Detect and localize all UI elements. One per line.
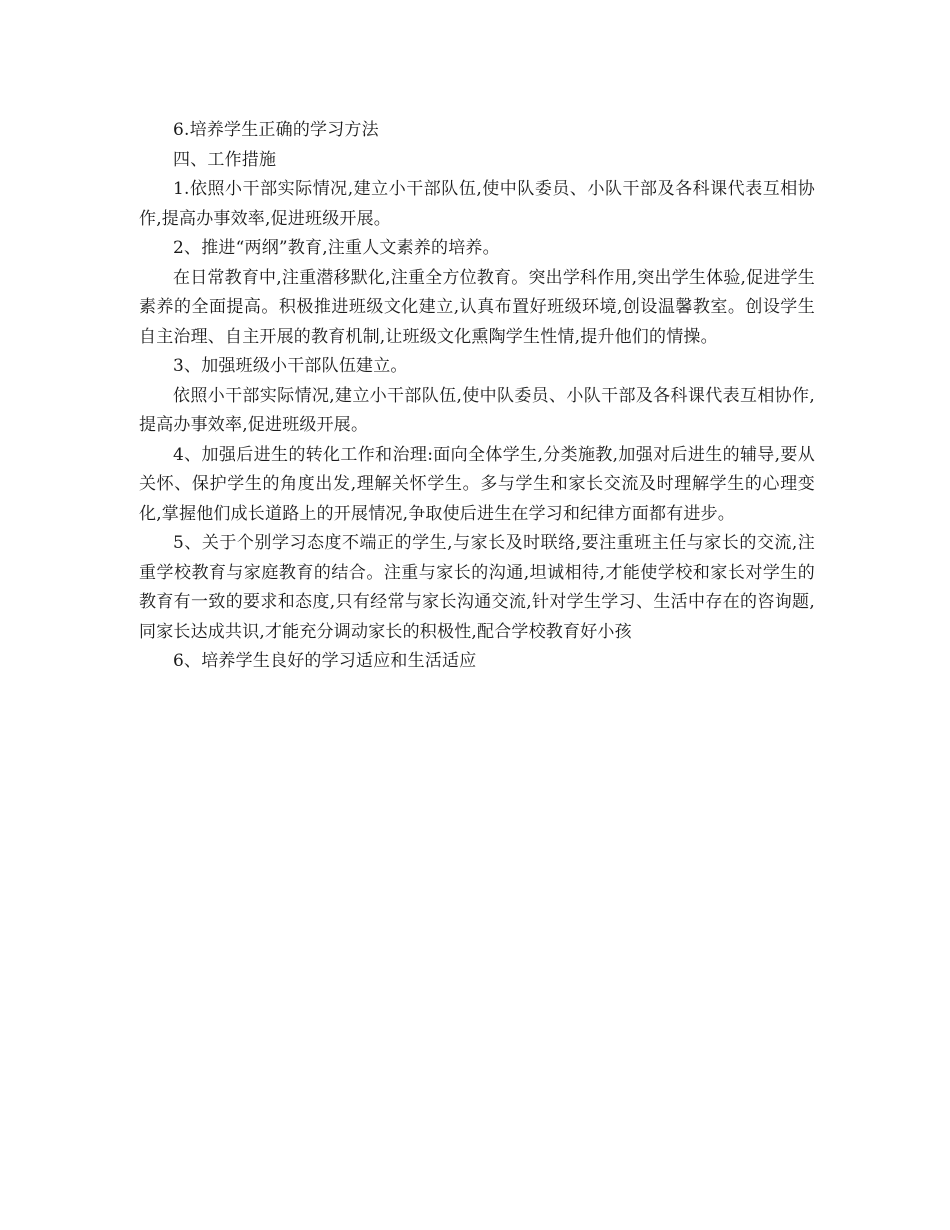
paragraph-measure-2-heading: 2、推进“两纲”教育,注重人文素养的培养。 xyxy=(173,238,500,258)
paragraph-measure-2-body: 在日常教育中,注重潜移默化,注重全方位教育。突出学科作用,突出学生体验,促进学生素养的全面提高。积极推进班级文化建立,认真布置好班级环境,创设温馨教室。创设学生自主治理、自主开展的教育机制,让班级文化熏陶学生性情,提升他们的情操。 xyxy=(139,267,815,347)
paragraph-measure-6: 6、培养学生良好的学习适应和生活适应 xyxy=(173,651,477,671)
paragraph-goal-6: 6.培养学生正确的学习方法 xyxy=(173,120,379,140)
paragraph-measure-3-heading: 3、加强班级小干部队伍建立。 xyxy=(173,356,408,376)
document-body xyxy=(139,116,815,677)
paragraph-measure-5: 5、关于个别学习态度不端正的学生,与家长及时联络,要注重班主任与家长的交流,注重学校教育与家庭教育的结合。注重与家长的沟通,坦诚相待,才能使学校和家长对学生的教育有一致的要求和态度,只有经常与家长沟通交流,针对学生学习、生活中存在的咨询题,同家长达成共识,才能充分调动家长的积极性,配合学校教育好小孩 xyxy=(139,533,815,642)
paragraph-measure-3-body: 依照小干部实际情况,建立小干部队伍,使中队委员、小队干部及各科课代表互相协作,提高办事效率,促进班级开展。 xyxy=(139,385,815,435)
paragraph-measure-4: 4、加强后进生的转化工作和治理:面向全体学生,分类施教,加强对后进生的辅导,要从关怀、保护学生的角度出发,理解关怀学生。多与学生和家长交流及时理解学生的心理变化,掌握他们成长道路上的开展情况,争取使后进生在学习和纪律方面都有进步。 xyxy=(139,444,815,524)
section-heading-measures: 四、工作措施 xyxy=(173,149,277,170)
paragraph-measure-1: 1.依照小干部实际情况,建立小干部队伍,使中队委员、小队干部及各科课代表互相协作,提高办事效率,促进班级开展。 xyxy=(139,179,815,229)
